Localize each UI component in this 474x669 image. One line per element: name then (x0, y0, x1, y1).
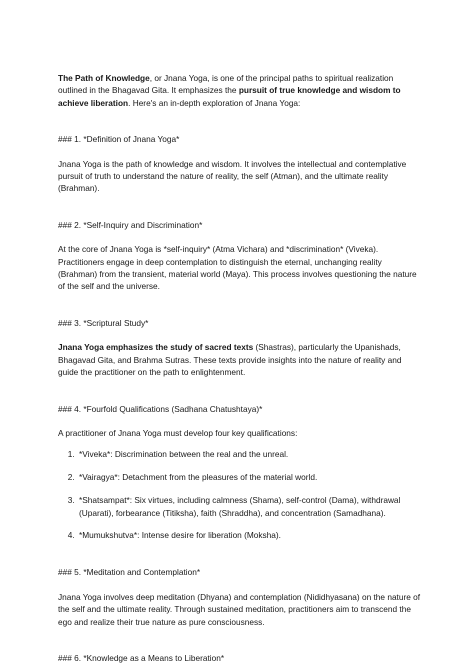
section-body: Jnana Yoga is the path of knowledge and wisdom. It involves the intellectual and contemplative pursuit of truth to understand the nature of reality, the self (Atman), and the ultimate reality (Brahman). (58, 158, 407, 194)
section-body (58, 341, 422, 378)
section-heading: ### 1. *Definition of Jnana Yoga* (58, 134, 180, 145)
section-body-bold: Jnana Yoga emphasizes the study of sacred texts (58, 342, 254, 353)
section-body: At the core of Jnana Yoga is *self-inquiry* (Atma Vichara) and *discrimination* (Viveka). Practitioners engage in deep contemplation to distinguish the eternal, unchanging reality (Brahman) from the transient, material world (Maya). This process involves questioning the nature of the self and the universe. (58, 244, 417, 292)
section-body: A practitioner of Jnana Yoga must develop four key qualifications: (58, 427, 298, 438)
list-item: 3. *Shatsampat*: Six virtues, including calmness (Shama), self-control (Dama), withdrawal (Uparati), forbearance (Titiksha), faith (Shraddha), and concentration (Samadhana). (77, 494, 422, 519)
intro-lead-bold: The Path of Knowledge (58, 73, 150, 83)
section-heading: ### 3. *Scriptural Study* (58, 317, 149, 328)
intro-paragraph (58, 72, 422, 109)
section-heading: ### 5. *Meditation and Contemplation* (58, 567, 201, 578)
list-item: 1. *Viveka*: Discrimination between the real and the unreal. (77, 448, 422, 460)
intro-tail-text: . Here's an in-depth exploration of Jnana Yoga: (128, 97, 301, 108)
intro-emphasis-bold: pursuit of true knowledge and wisdom to achieve liberation (58, 85, 401, 108)
list-item: 2. *Vairagya*: Detachment from the pleasures of the material world. (77, 471, 422, 483)
section-body-text: (Shastras), particularly the Upanishads, Bhagavad Gita, and Brahma Sutras. These texts provide insights into the nature of reality and guide the practitioner on the path to enlightenment. (58, 342, 402, 378)
list-item: 4. *Mumukshutva*: Intense desire for liberation (Moksha). (77, 529, 422, 541)
section-heading: ### 4. *Fourfold Qualifications (Sadhana Chatushtaya)* (58, 403, 263, 414)
section-body: Jnana Yoga involves deep meditation (Dhyana) and contemplation (Nididhyasana) on the nature of the self and the ultimate reality. Through sustained meditation, practitioners aim to transcend the ego and realize their true nature as pure consciousness. (58, 591, 421, 627)
section-heading: ### 2. *Self-Inquiry and Discrimination* (58, 219, 203, 230)
section-heading: ### 6. *Knowledge as a Means to Liberation* (58, 652, 225, 663)
qualifications-list (58, 448, 422, 542)
intro-lead-text: , or Jnana Yoga, is one of the principal paths to spiritual realization outlined in the Bhagavad Gita. It emphasizes the (58, 73, 394, 96)
